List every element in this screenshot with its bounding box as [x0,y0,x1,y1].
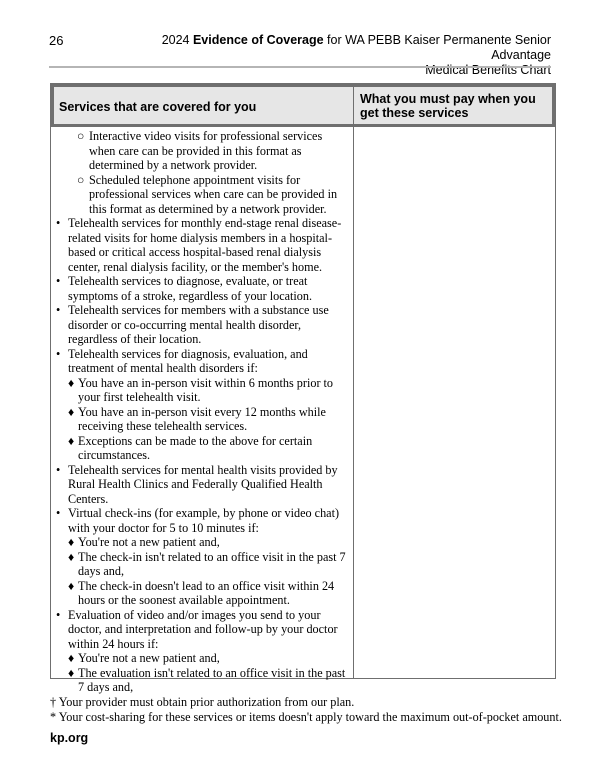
column-header-services: Services that are covered for you [59,100,257,114]
service-item-text: Telehealth services for mental health visits provided by Rural Health Clinics and Federally Qualified Health Centers. [68,462,338,506]
diamond-bullet-icon: ♦ [68,549,75,564]
header-divider [49,66,551,68]
service-item [51,579,351,608]
service-item [51,463,351,507]
footnote-prior-authorization: † Your provider must obtain prior authorization from our plan. [50,695,355,709]
title-bold: Evidence of Coverage [192,33,324,47]
service-item [51,506,351,535]
bullet-icon: • [56,274,61,288]
service-item [51,173,351,217]
bullet-icon: • [56,506,61,520]
service-item-text: You have an in-person visit every 12 months while receiving these telehealth services. [78,404,326,433]
service-item [51,405,351,434]
service-item-text: Scheduled telephone appointment visits for professional services when care can be provided in this format as determined by a network provider. [89,172,338,216]
service-item-text: Telehealth services for members with a substance use disorder or co-occurring mental health disorder, regardless of their location. [68,303,329,346]
bullet-icon: • [56,607,61,622]
document-title [121,33,551,78]
diamond-bullet-icon: ♦ [68,578,75,593]
circle-bullet-icon: ○ [77,129,85,143]
service-item [51,535,351,550]
diamond-bullet-icon: ♦ [68,375,75,390]
diamond-bullet-icon: ♦ [68,404,75,419]
service-item [51,303,351,347]
service-item-text: Evaluation of video and/or images you send to your doctor, and interpretation and follow-up by your doctor within 24 hours if: [68,607,338,651]
service-item-text: The check-in doesn't lead to an office visit within 24 hours or the soonest available appointment. [78,578,335,607]
service-item-text: You're not a new patient and, [78,535,220,549]
diamond-bullet-icon: ♦ [68,651,75,665]
services-cell [51,129,351,695]
table-header [51,84,555,127]
title-suffix: for WA PEBB Kaiser Permanente Senior Advantage [323,33,551,62]
page-number: 26 [49,33,64,48]
footnotes [50,695,562,725]
bullet-icon: • [56,216,61,230]
service-item [51,651,351,666]
service-item-text: Exceptions can be made to the above for certain circumstances. [78,433,313,462]
website-link[interactable]: kp.org [50,731,89,745]
bullet-icon: • [56,346,61,361]
service-item-text: You're not a new patient and, [78,651,220,665]
document-subtitle: Medical Benefits Chart [425,63,551,77]
diamond-bullet-icon: ♦ [68,433,75,448]
service-item-text: The check-in isn't related to an office visit in the past 7 days and, [78,549,346,578]
service-item-text: Interactive video visits for professional services when care can be provided in this format as determined by a network provider. [89,129,323,172]
service-item [51,434,351,463]
service-item-text: Telehealth services for monthly end-stage renal disease-related visits for home dialysis members in a hospital-based or critical access hospital-based renal dialysis center, renal dialysis facility, or the member's home. [68,216,342,274]
footnote-cost-sharing: * Your cost-sharing for these services or items doesn't apply toward the maximum out-of-pocket amount. [50,710,562,724]
bullet-icon: • [56,303,61,317]
bullet-icon: • [56,462,61,477]
service-item [51,216,351,274]
benefits-table [50,83,556,694]
column-divider [353,84,354,678]
service-item [51,608,351,652]
service-item [51,274,351,303]
service-item-text: The evaluation isn't related to an office visit in the past 7 days and, [78,665,346,694]
diamond-bullet-icon: ♦ [68,535,75,549]
service-item-text: Telehealth services for diagnosis, evaluation, and treatment of mental health disorders if: [68,346,308,375]
diamond-bullet-icon: ♦ [68,665,75,680]
service-item [51,347,351,376]
service-item [51,376,351,405]
column-header-payment: What you must pay when you get these services [360,92,536,120]
circle-bullet-icon: ○ [77,172,85,187]
title-prefix: 2024 [161,33,193,47]
service-item-text: Virtual check-ins (for example, by phone or video chat) with your doctor for 5 to 10 minutes if: [68,506,340,535]
service-item-text: You have an in-person visit within 6 months prior to your first telehealth visit. [78,375,334,404]
service-item [51,129,351,173]
service-item-text: Telehealth services to diagnose, evaluate, or treat symptoms of a stroke, regardless of your location. [68,274,313,303]
service-item [51,666,351,695]
service-item [51,550,351,579]
